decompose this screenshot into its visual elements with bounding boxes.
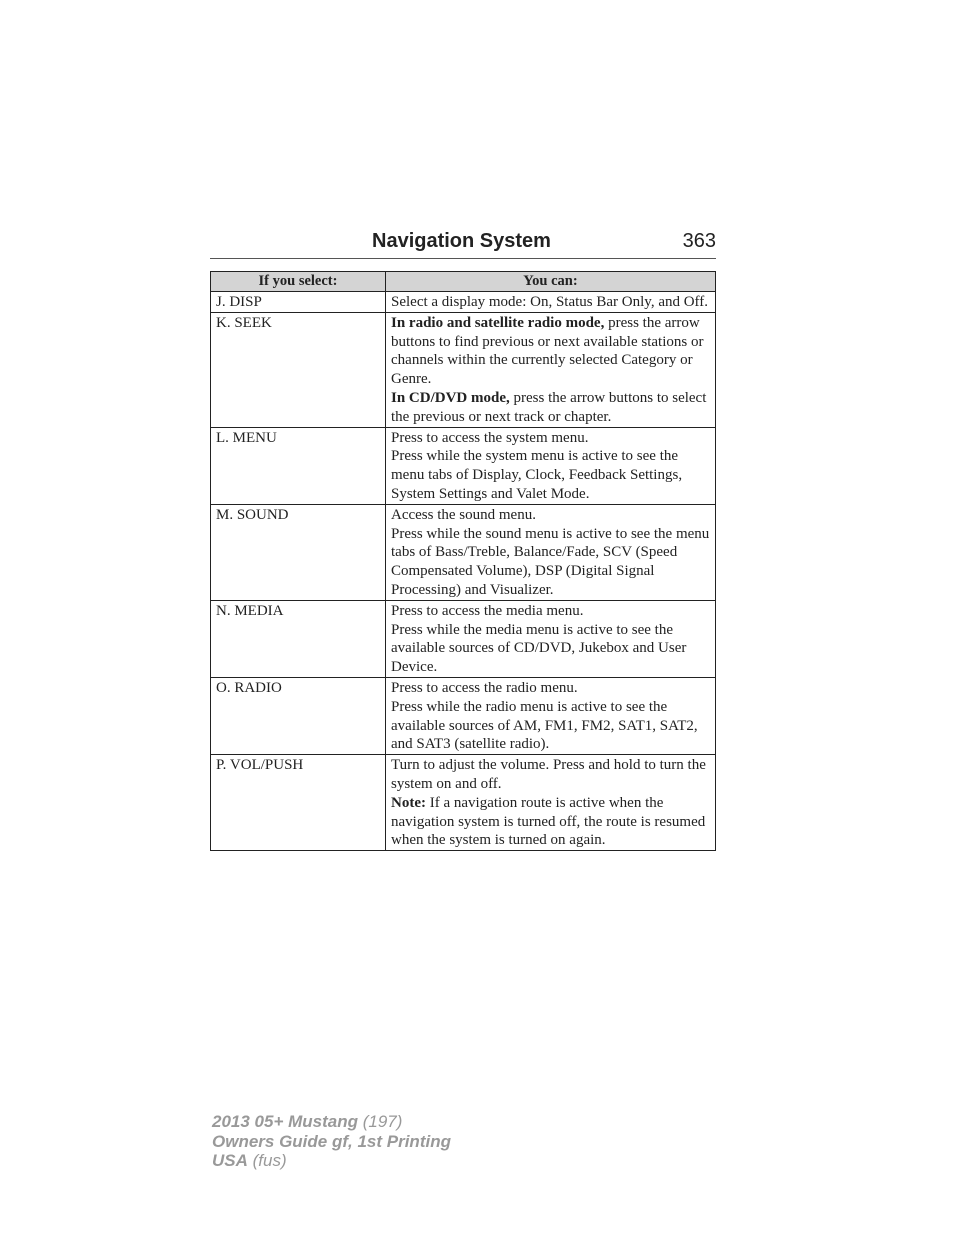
control-description-cell xyxy=(386,292,716,313)
description-paragraph xyxy=(391,293,710,312)
control-name-cell: L. MENU xyxy=(211,427,386,504)
footer-code-text: (197) xyxy=(358,1112,403,1131)
footer-line xyxy=(212,1132,451,1152)
control-name-cell: M. SOUND xyxy=(211,504,386,600)
control-name-cell: O. RADIO xyxy=(211,677,386,754)
description-paragraph xyxy=(391,525,710,600)
control-name-cell: N. MEDIA xyxy=(211,600,386,677)
body-text: Press while the radio menu is active to see the available sources of AM, FM1, FM2, SAT1, SAT2, and SAT3 (satellite radio). xyxy=(391,698,698,753)
control-description-cell xyxy=(386,504,716,600)
description-paragraph xyxy=(391,794,710,850)
print-footer xyxy=(212,1112,451,1171)
body-text: Press while the media menu is active to see the available sources of CD/DVD, Jukebox and User Device. xyxy=(391,621,687,676)
table-row xyxy=(211,427,716,504)
control-description-cell xyxy=(386,427,716,504)
table-header-row xyxy=(211,272,716,292)
footer-line xyxy=(212,1151,451,1171)
control-name-cell: K. SEEK xyxy=(211,312,386,427)
body-text: Press to access the system menu. xyxy=(391,429,589,446)
footer-line xyxy=(212,1112,451,1132)
description-paragraph xyxy=(391,314,710,389)
table-row xyxy=(211,677,716,754)
table-row xyxy=(211,504,716,600)
emphasis-text: Note: xyxy=(391,794,426,811)
description-paragraph xyxy=(391,447,710,503)
table-row xyxy=(211,312,716,427)
controls-table xyxy=(210,271,716,851)
control-description-cell xyxy=(386,600,716,677)
footer-main-text: USA xyxy=(212,1151,248,1170)
body-text: press the arrow buttons to find previous or next available stations or channels within the currently selected Category or Genre. xyxy=(391,314,704,388)
body-text: Turn to adjust the volume. Press and hold to turn the system on and off. xyxy=(391,757,706,792)
description-paragraph xyxy=(391,429,710,448)
column-header-select: If you select: xyxy=(211,272,386,292)
control-name-cell: P. VOL/PUSH xyxy=(211,755,386,851)
body-text: If a navigation route is active when the navigation system is turned off, the route is resumed when the system is turned on again. xyxy=(391,794,706,849)
description-paragraph xyxy=(391,698,710,754)
emphasis-text: In CD/DVD mode, xyxy=(391,389,510,406)
description-paragraph xyxy=(391,621,710,677)
description-paragraph xyxy=(391,506,710,525)
body-text: Select a display mode: On, Status Bar Only, and Off. xyxy=(391,294,709,310)
control-description-cell xyxy=(386,755,716,851)
control-name-cell: J. DISP xyxy=(211,292,386,313)
body-text: Access the sound menu. xyxy=(391,506,536,523)
body-text: Press to access the radio menu. xyxy=(391,679,578,696)
footer-code-text: (fus) xyxy=(247,1151,287,1170)
footer-main-text: Owners Guide gf, 1st Printing xyxy=(212,1131,451,1151)
page-number: 363 xyxy=(682,230,716,252)
body-text: Press while the system menu is active to see the menu tabs of Display, Clock, Feedback Settings, System Settings and Valet Mode. xyxy=(391,448,683,502)
emphasis-text: In radio and satellite radio mode, xyxy=(391,314,605,331)
description-paragraph xyxy=(391,602,710,621)
control-description-cell xyxy=(386,677,716,754)
table-body xyxy=(211,292,716,851)
body-text: Press to access the media menu. xyxy=(391,602,584,619)
description-paragraph xyxy=(391,389,710,427)
column-header-action: You can: xyxy=(386,272,716,292)
table-row xyxy=(211,292,716,313)
body-text: press the arrow buttons to select the previous or next track or chapter. xyxy=(391,389,707,425)
page-header xyxy=(210,228,716,259)
description-paragraph xyxy=(391,756,710,794)
description-paragraph xyxy=(391,679,710,698)
footer-main-text: 2013 05+ Mustang xyxy=(212,1112,358,1131)
table-row xyxy=(211,600,716,677)
table-row xyxy=(211,755,716,851)
control-description-cell xyxy=(386,312,716,427)
section-title: Navigation System xyxy=(372,230,551,252)
body-text: Press while the sound menu is active to see the menu tabs of Bass/Treble, Balance/Fade, SCV (Speed Compensated Volume), DSP (Digital Signal Processing) and Visualizer. xyxy=(391,525,710,598)
